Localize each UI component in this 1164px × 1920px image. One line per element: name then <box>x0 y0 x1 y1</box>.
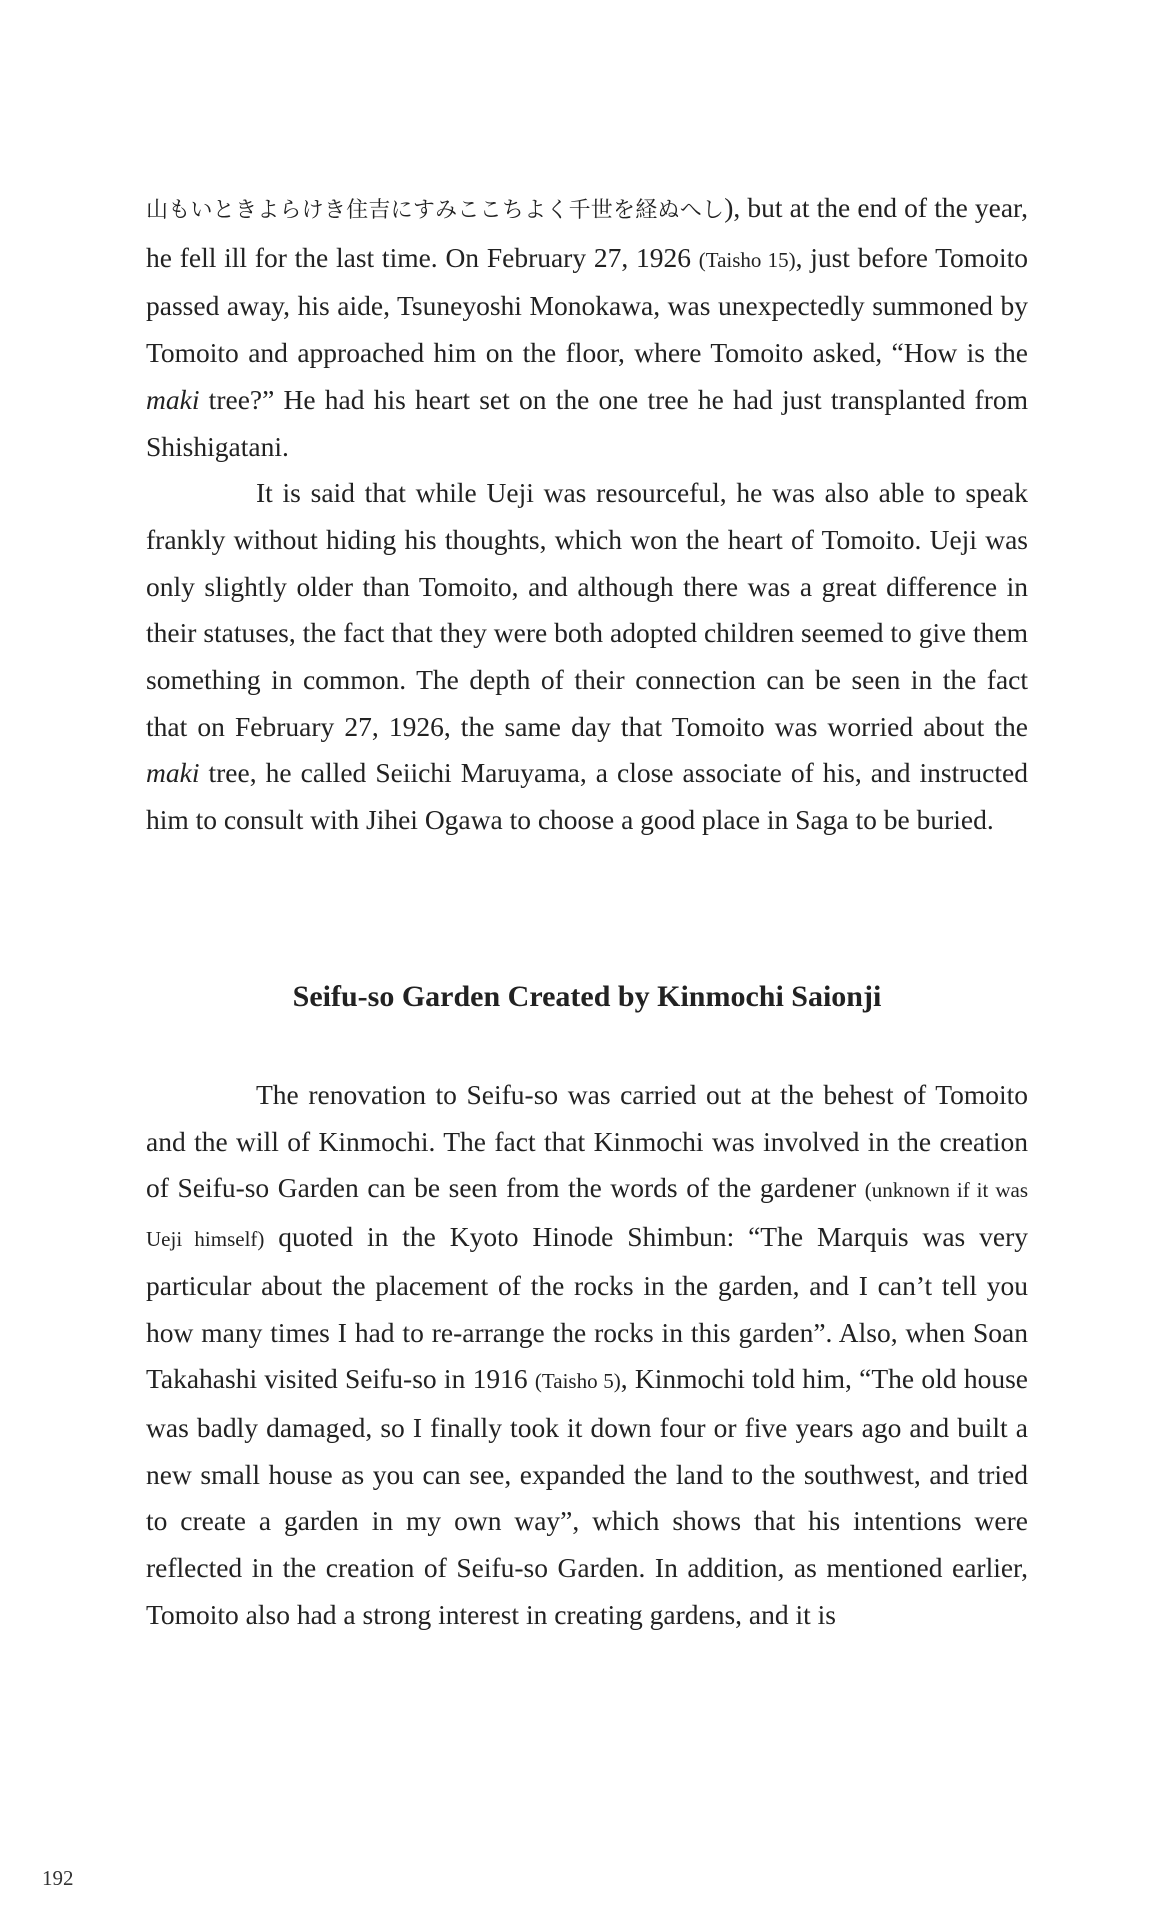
paragraph-text: quoted in the Kyoto Hinode Shimbun: “The Marquis was very particular about the placement of the rocks in the garden, and I can’t tell you how many times I had to re-arrange the rocks in this garden”. Also, when Soan Takahashi visited Seifu-so in 1916 <box>146 1221 1028 1395</box>
parenthetical-note: (unknown if it was Ueji himself) <box>146 1178 1028 1252</box>
japanese-poem-fragment: 山もいときよらけき住吉にすみここちよく千世を経ぬへし <box>146 198 725 223</box>
italic-term: maki <box>146 383 200 415</box>
paragraph <box>146 470 1028 844</box>
paragraph-text: The renovation to Seifu-so was carried out at the behest of Tomoito and the will of Kinmochi. The fact that Kinmochi was involved in the creation of Seifu-so Garden can be seen from the words of the gardener <box>146 1079 1028 1204</box>
paragraph <box>146 1072 1028 1638</box>
paragraph-text: tree, he called Seiichi Maruyama, a close associate of his, and instructed him to consult with Jihei Ogawa to choose a good place in Saga to be buried. <box>146 757 1028 836</box>
era-note: (Taisho 15) <box>698 247 796 272</box>
paragraph-text: ), but at the end of the year, he fell ill for the last time. On February 27, 1926 <box>146 192 1028 273</box>
italic-term: maki <box>146 757 200 789</box>
paragraph-text: tree?” He had his heart set on the one tree he had just transplanted from Shishigatani. <box>146 383 1028 462</box>
body-text-top <box>146 185 1028 844</box>
page-number: 192 <box>42 1866 74 1890</box>
paragraph-text: , just before Tomoito passed away, his aide, Tsuneyoshi Monokawa, was unexpectedly summoned by Tomoito and approached him on the floor, where Tomoito asked, “How is the <box>146 241 1028 369</box>
era-note: (Taisho 5) <box>534 1369 621 1394</box>
paragraph-continued <box>146 185 1028 470</box>
section-heading: Seifu-so Garden Created by Kinmochi Saionji <box>292 980 882 1013</box>
paragraph-text: , Kinmochi told him, “The old house was badly damaged, so I finally took it down four or five years ago and built a new small house as you can see, expanded the land to the southwest, and tried to create a garden in my own way”, which shows that his intentions were reflected in the creation of Seifu-so Garden. In addition, as mentioned earlier, Tomoito also had a strong interest in creating gardens, and it is <box>146 1363 1028 1630</box>
paragraph-text: It is said that while Ueji was resourceful, he was also able to speak frankly without hiding his thoughts, which won the heart of Tomoito. Ueji was only slightly older than Tomoito, and although there was a great difference in their statuses, the fact that they were both adopted children seemed to give them something in common. The depth of their connection can be seen in the fact that on February 27, 1926, the same day that Tomoito was worried about the <box>146 477 1028 742</box>
body-text-bottom <box>146 1072 1028 1638</box>
